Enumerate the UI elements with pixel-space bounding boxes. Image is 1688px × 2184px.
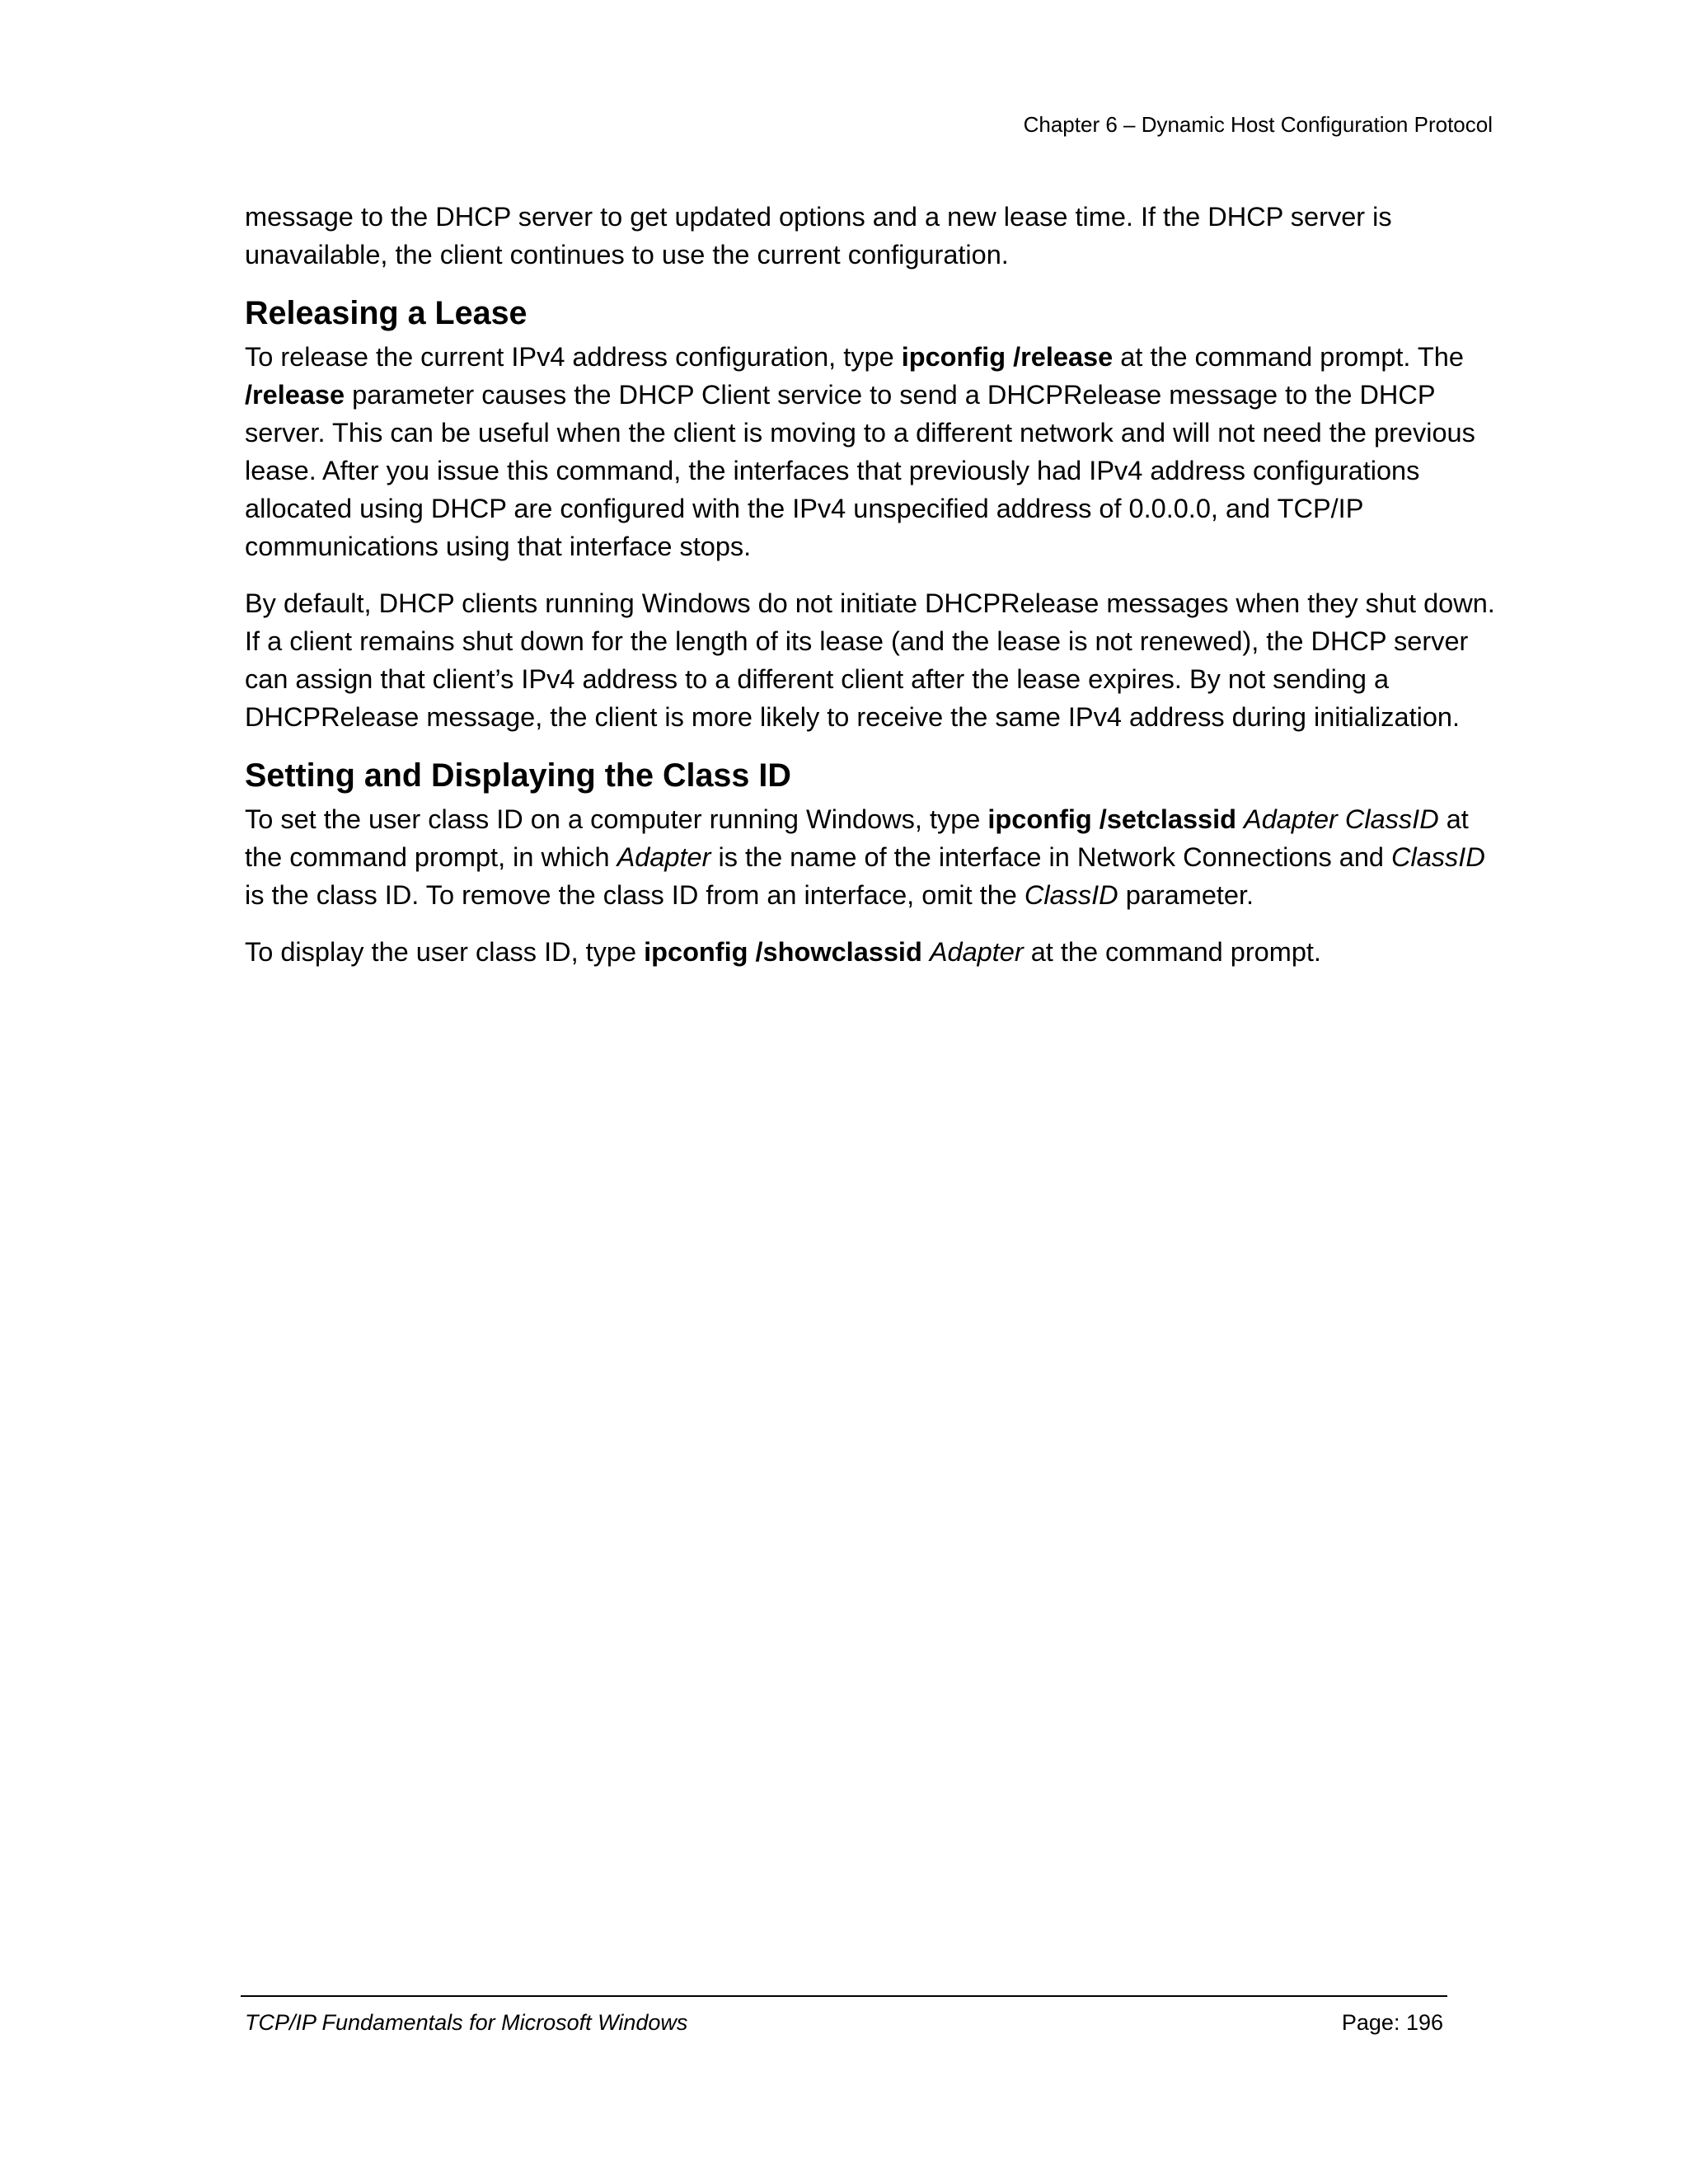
command-ipconfig-release: ipconfig /release [901, 342, 1114, 372]
intro-paragraph: message to the DHCP server to get updated options and a new lease time. If the DHCP server is unavailable, the client continues to use the current configuration. [245, 202, 1392, 269]
arg-adapter: Adapter [617, 842, 711, 872]
footer-divider [241, 1995, 1447, 1997]
arg-classid: ClassID [1391, 842, 1485, 872]
running-header: Chapter 6 – Dynamic Host Configuration Protocol [1023, 112, 1493, 137]
classid-paragraph-1 [245, 800, 1498, 914]
section-heading-class-id: Setting and Displaying the Class ID [245, 757, 791, 794]
text-run: To set the user class ID on a computer running Windows, type [245, 804, 988, 834]
arg-classid: ClassID [1024, 880, 1118, 910]
text-run: is the name of the interface in Network Connections and [710, 842, 1392, 872]
release-paragraph-1 [245, 338, 1498, 565]
text-run: parameter. [1118, 880, 1254, 910]
classid-paragraph-2 [245, 933, 1498, 971]
text-run: at the command prompt. [1023, 937, 1321, 967]
arg-adapter-classid: Adapter ClassID [1244, 804, 1439, 834]
command-ipconfig-showclassid: ipconfig /showclassid [644, 937, 922, 967]
text-run: at the command prompt. The [1113, 342, 1464, 372]
page-content [245, 198, 1498, 990]
command-ipconfig-setclassid: ipconfig /setclassid [987, 804, 1237, 834]
footer-page-number: Page: 196 [1341, 2010, 1443, 2035]
text-run: parameter causes the DHCP Client service to send a DHCPRelease message to the DHCP server. This can be useful when the client is moving to a different network and will not need the previous lease. After you issue this command, the interfaces that previously had IPv4 address configurations allocated using DHCP are configured with the IPv4 unspecified address of 0.0.0.0, and TCP/IP communications using that interface stops. [245, 380, 1475, 561]
text-run: To display the user class ID, type [245, 937, 645, 967]
footer-book-title: TCP/IP Fundamentals for Microsoft Windows [245, 2010, 688, 2035]
text-run: is the class ID. To remove the class ID from an interface, omit the [245, 880, 1025, 910]
section-heading-releasing-lease: Releasing a Lease [245, 295, 528, 331]
release-paragraph-2: By default, DHCP clients running Windows do not initiate DHCPRelease messages when they shut down. If a client remains shut down for the length of its lease (and the lease is not renewed), the DHCP server can assign that client’s IPv4 address to a different client after the lease expires. By not sending a DHCPRelease message, the client is more likely to receive the same IPv4 address during initialization. [245, 588, 1495, 732]
arg-adapter: Adapter [929, 937, 1024, 967]
text-run: at the command prompt, in which [245, 804, 1469, 872]
param-release: /release [245, 380, 345, 410]
text-run: To release the current IPv4 address configuration, type [245, 342, 902, 372]
text-run [922, 937, 930, 967]
text-run [1236, 804, 1244, 834]
